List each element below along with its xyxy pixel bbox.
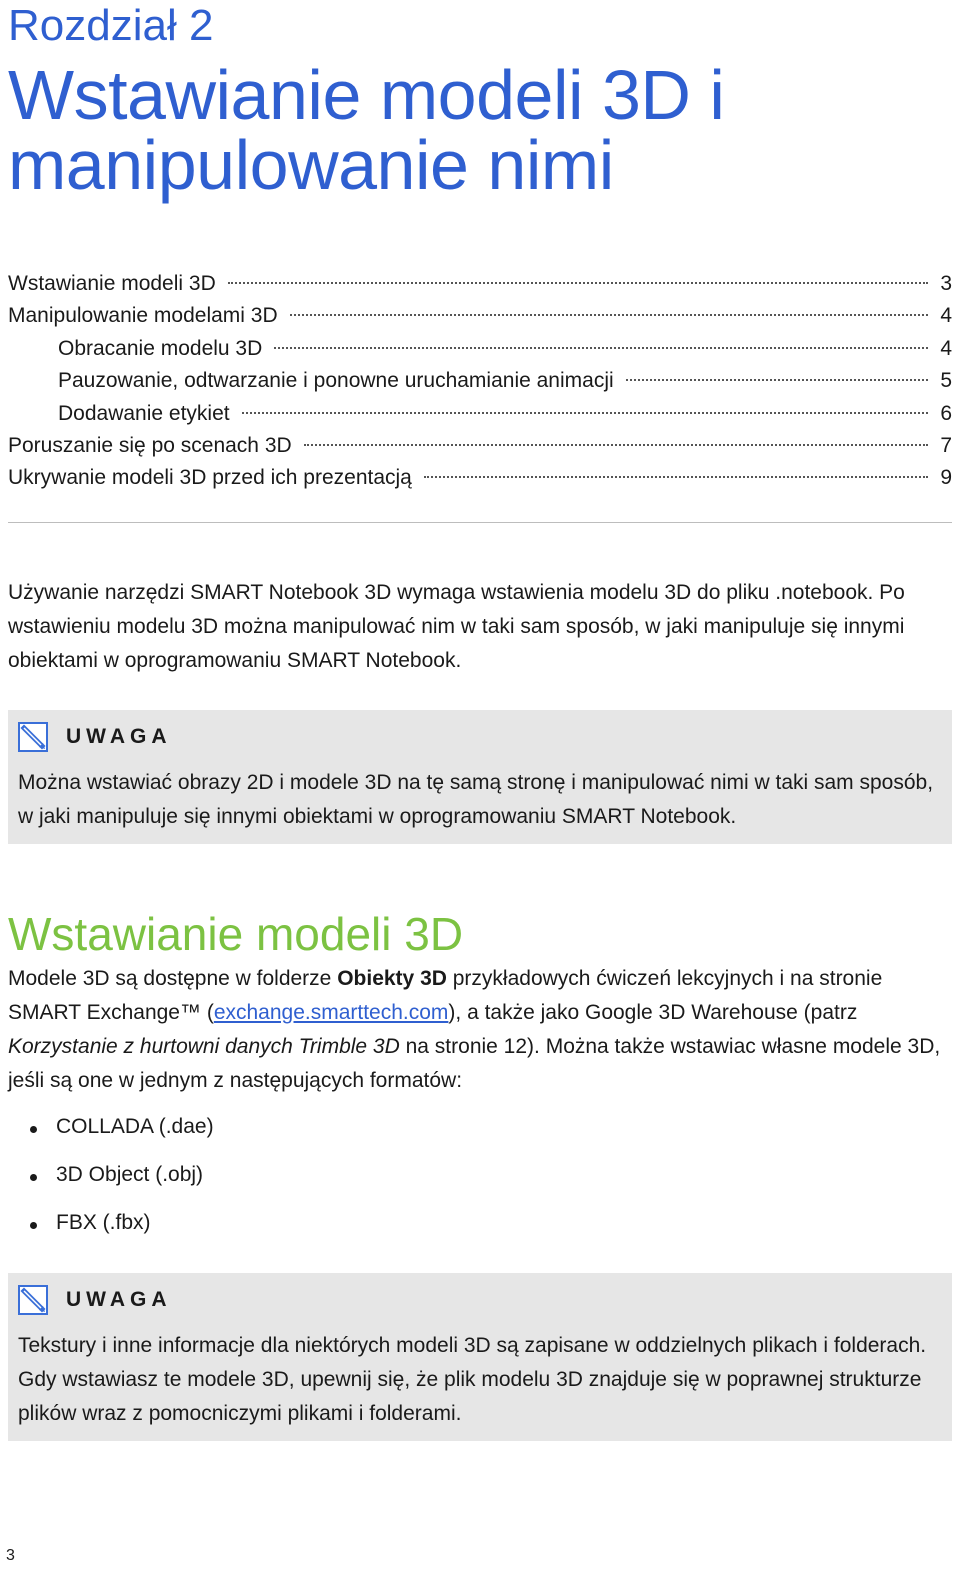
toc-entry-page: 5 <box>940 369 952 392</box>
note-text: Można wstawiać obrazy 2D i modele 3D na tę samą stronę i manipulować nimi w taki sam sposób, w jaki manipuluje się innymi obiektami w oprogramowaniu SMART Notebook. <box>18 771 934 828</box>
toc-entry[interactable] <box>8 430 952 462</box>
pencil-note-icon <box>18 722 48 752</box>
toc-leader-dots <box>626 379 929 381</box>
chapter-label: Rozdział 2 <box>8 1 214 50</box>
bullet-dot-icon <box>30 1126 37 1133</box>
toc-leader-dots <box>274 347 928 349</box>
note-header <box>18 722 172 752</box>
chapter-title: Wstawianie modeli 3D i manipulowanie nimi <box>8 56 725 204</box>
toc-entry-title: Dodawanie etykiet <box>58 402 230 425</box>
section-title: Wstawianie modeli 3D <box>8 908 464 960</box>
section-divider <box>8 522 952 523</box>
toc-leader-dots <box>424 476 928 478</box>
smart-exchange-link[interactable]: exchange.smarttech.com <box>213 1001 449 1024</box>
list-item-text: 3D Object (.obj) <box>56 1163 204 1186</box>
list-item <box>0 1206 400 1240</box>
note-label: UWAGA <box>66 1288 172 1311</box>
bullet-dot-icon <box>30 1222 37 1229</box>
toc-entry-page: 6 <box>940 402 952 425</box>
toc-leader-dots <box>228 282 929 284</box>
toc-entry[interactable] <box>8 300 952 332</box>
section-text: ), a także jako Google 3D Warehouse (patrz <box>448 1001 858 1024</box>
toc-entry-page: 3 <box>940 272 952 295</box>
toc-entry-page: 4 <box>940 337 952 360</box>
intro-paragraph: Używanie narzędzi SMART Notebook 3D wymaga wstawienia modelu 3D do pliku .notebook. Po wstawieniu modelu 3D można manipulować nim w taki sam sposób, w jaki manipuluje się innymi obiektami w oprogramowaniu SMART Notebook. <box>8 581 905 672</box>
toc-leader-dots <box>242 412 929 414</box>
toc-entry-title: Pauzowanie, odtwarzanie i ponowne uruchamianie animacji <box>58 369 614 392</box>
list-item-text: COLLADA (.dae) <box>56 1115 214 1138</box>
toc-entry[interactable] <box>8 462 952 494</box>
toc-entry-title: Wstawianie modeli 3D <box>8 272 216 295</box>
bullet-dot-icon <box>30 1174 37 1181</box>
folder-name-bold: Obiekty 3D <box>337 967 447 990</box>
toc-entry[interactable] <box>58 398 952 430</box>
note-header <box>18 1285 172 1315</box>
pencil-note-icon <box>18 1285 48 1315</box>
toc-entry[interactable] <box>8 268 952 300</box>
page-number: 3 <box>6 1547 15 1564</box>
toc-entry[interactable] <box>58 333 952 365</box>
note-text: Tekstury i inne informacje dla niektórych modeli 3D są zapisane w oddzielnych plikach i folderach. Gdy wstawiasz te modele 3D, upewnij się, że plik modelu 3D znajduje się w poprawnej strukturze plików wraz z pomocniczymi plikami i folderami. <box>18 1334 927 1425</box>
note-label: UWAGA <box>66 725 172 748</box>
section-text: przykładowych ćwiczeń lekcyjnych i na stronie SMART Exchange™ ( <box>8 967 883 1024</box>
toc-entry-title: Obracanie modelu 3D <box>58 337 263 360</box>
section-text: Modele 3D są dostępne w folderze <box>8 967 338 990</box>
toc-entry-page: 4 <box>940 304 952 327</box>
note-box <box>8 1273 952 1441</box>
toc-entry-title: Ukrywanie modeli 3D przed ich prezentacją <box>8 466 412 489</box>
list-item <box>0 1158 400 1192</box>
list-item-text: FBX (.fbx) <box>56 1211 151 1234</box>
note-box <box>8 710 952 844</box>
section-paragraph <box>8 962 952 1098</box>
toc-entry-title: Manipulowanie modelami 3D <box>8 304 278 327</box>
toc-entry[interactable] <box>58 365 952 397</box>
section-text: na stronie 12). Można także wstawiac własne modele 3D, jeśli są one w jednym z następujących formatów: <box>8 1035 941 1092</box>
toc-leader-dots <box>290 314 929 316</box>
toc-entry-title: Poruszanie się po scenach 3D <box>8 434 292 457</box>
cross-reference-italic[interactable]: Korzystanie z hurtowni danych Trimble 3D <box>8 1035 400 1058</box>
list-item <box>0 1110 400 1144</box>
toc-entry-page: 9 <box>940 466 952 489</box>
toc-leader-dots <box>304 444 929 446</box>
toc-entry-page: 7 <box>940 434 952 457</box>
